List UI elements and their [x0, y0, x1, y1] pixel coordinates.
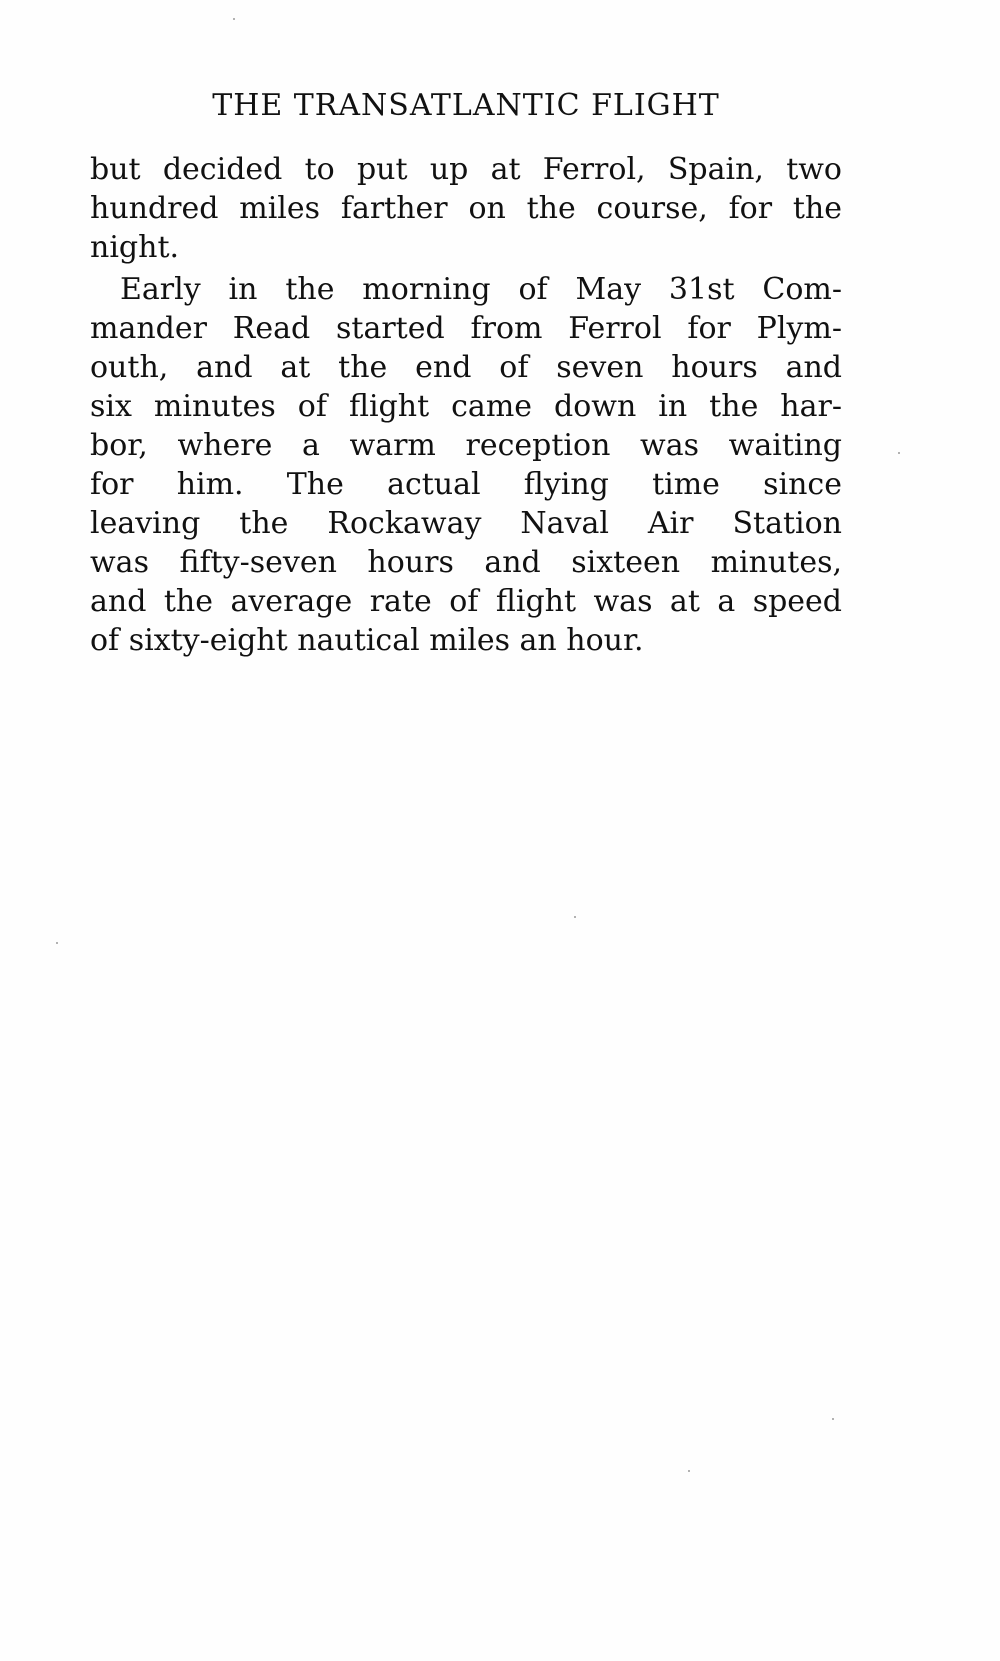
- text-line: and the average rate of flight was at a speed: [90, 584, 842, 619]
- scan-speck: [832, 1418, 834, 1420]
- text-line: of sixty-eight nautical miles an hour.: [90, 623, 644, 658]
- scan-speck: [233, 18, 235, 20]
- text-line: mander Read started from Ferrol for Plym-: [90, 311, 842, 346]
- text-line: for him. The actual flying time since: [90, 467, 842, 502]
- paragraph-2: [90, 270, 842, 660]
- text-line: hundred miles farther on the course, for the: [90, 191, 842, 226]
- text-line: night.: [90, 230, 180, 265]
- text-line: Early in the morning of May 31st Com-: [120, 272, 842, 307]
- scan-speck: [898, 452, 900, 454]
- scan-speck: [574, 916, 576, 918]
- text-line: leaving the Rockaway Naval Air Station: [90, 506, 842, 541]
- text-line: was fifty-seven hours and sixteen minutes,: [90, 545, 842, 580]
- text-line: but decided to put up at Ferrol, Spain, two: [90, 152, 842, 187]
- scan-speck: [688, 1470, 690, 1472]
- running-head: THE TRANSATLANTIC FLIGHT: [212, 88, 720, 123]
- text-line: six minutes of flight came down in the har-: [90, 389, 842, 424]
- paragraph-1: [90, 150, 842, 267]
- body-text: [90, 150, 842, 660]
- text-line: bor, where a warm reception was waiting: [90, 428, 842, 463]
- text-line: outh, and at the end of seven hours and: [90, 350, 842, 385]
- scan-speck: [56, 942, 58, 944]
